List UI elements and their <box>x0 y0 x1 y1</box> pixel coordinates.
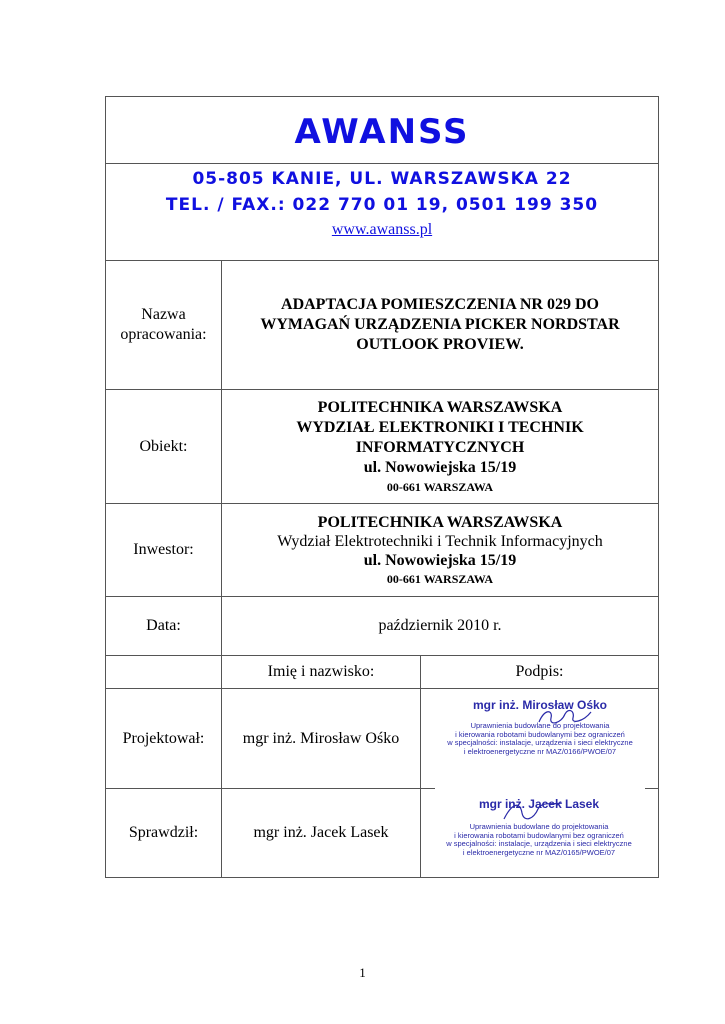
designer-stamp <box>440 698 640 756</box>
object-faculty: INFORMATYCZNYCH <box>355 438 525 456</box>
investor-label: Inwestor: <box>133 541 194 558</box>
stamp-text-line: i elektroenergetyczne nr MAZ/0165/PWOE/07 <box>462 847 616 857</box>
stamp-text-line: Uprawnienia budowlane do projektowania <box>470 721 610 730</box>
stamp-text-line: w specjalności: instalacje, urządzenia i sieci elektryczne <box>446 839 632 848</box>
investor-institution: POLITECHNIKA WARSZAWSKA <box>317 513 563 531</box>
company-address: 05-805 KANIE, UL. WARSZAWSKA 22 <box>192 169 572 189</box>
project-name-label: Nazwa opracowania: <box>120 306 207 343</box>
company-name: AWANSS <box>294 112 470 152</box>
stamp-name: mgr inż. Mirosław Ośko <box>472 698 608 712</box>
company-phone: TEL. / FAX.: 022 770 01 19, 0501 199 350 <box>165 195 599 215</box>
object-details <box>222 390 658 503</box>
signature-scribble-icon <box>498 799 568 825</box>
designer-role-label: Projektował: <box>122 729 205 747</box>
investor-faculty: Wydział Elektrotechniki i Technik Informacyjnych <box>277 532 603 550</box>
investor-details <box>222 504 658 596</box>
investor-city: 00-661 WARSZAWA <box>386 571 494 586</box>
divider <box>105 163 659 164</box>
investor-street: ul. Nowowiejska 15/19 <box>363 551 517 569</box>
object-city: 00-661 WARSZAWA <box>386 479 494 494</box>
date-value: październik 2010 r. <box>378 617 502 634</box>
company-website-link[interactable]: www.awanss.pl <box>331 221 433 238</box>
signature-scribble-icon <box>535 706 595 728</box>
stamp-text-line: i kierowania robotami budowlanymi bez ograniczeń <box>454 830 624 840</box>
column-divider <box>420 655 421 878</box>
checker-stamp <box>428 797 650 857</box>
designer-name: mgr inż. Mirosław Ośko <box>242 729 400 747</box>
checker-name: mgr inż. Jacek Lasek <box>253 824 389 841</box>
page-number: 1 <box>359 965 366 980</box>
object-label: Obiekt: <box>139 437 188 455</box>
object-street: ul. Nowowiejska 15/19 <box>363 458 517 476</box>
checker-role-label: Sprawdził: <box>128 824 199 841</box>
object-faculty: WYDZIAŁ ELEKTRONIKI I TECHNIK <box>296 418 584 436</box>
name-column-header: Imię i nazwisko: <box>267 663 375 680</box>
object-institution: POLITECHNIKA WARSZAWSKA <box>317 398 563 416</box>
project-title-line: OUTLOOK PROVIEW. <box>356 336 524 353</box>
divider <box>645 788 659 789</box>
stamp-text-line: Uprawnienia budowlane do projektowania <box>469 822 609 831</box>
stamp-name: mgr inż. Jacek Lasek <box>478 797 600 811</box>
signature-column-header: Podpis: <box>515 663 564 680</box>
stamp-text-line: w specjalności: instalacje, urządzenia i sieci elektryczne <box>447 738 633 747</box>
project-title <box>222 261 658 389</box>
stamp-text-line: i elektroenergetyczne nr MAZ/0166/PWOE/07 <box>463 746 617 756</box>
date-label: Data: <box>146 617 181 634</box>
stamp-text-line: i kierowania robotami budowlanymi bez ograniczeń <box>455 729 625 739</box>
project-title-line: ADAPTACJA POMIESZCZENIA NR 029 DO <box>281 296 599 313</box>
project-title-line: WYMAGAŃ URZĄDZENIA PICKER NORDSTAR <box>260 316 620 333</box>
